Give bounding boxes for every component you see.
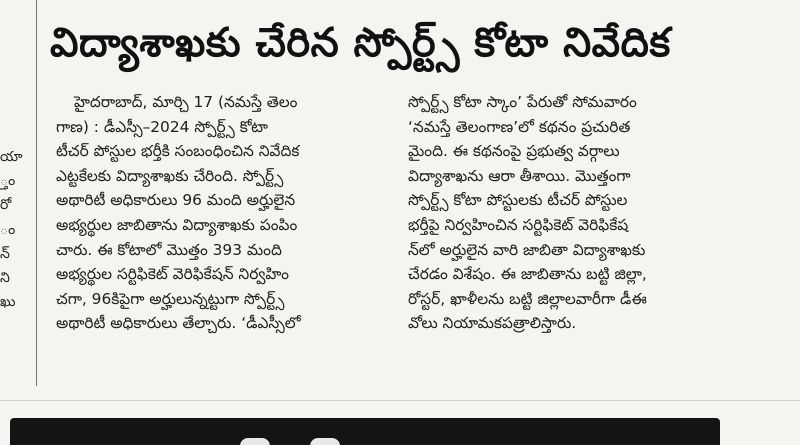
body-line: న్‌లో అర్హులైన వారి జాబితా విద్యాశాఖకు bbox=[408, 240, 646, 259]
body-line: అథారిటీ అధికారులు తేల్చారు. ‘డీఎస్సీలో bbox=[56, 314, 301, 333]
fragment-line: ం bbox=[0, 221, 16, 238]
article-headline: విద్యాశాఖకు చేరిన స్పోర్ట్స్ కోటా నివేదిక bbox=[50, 20, 671, 66]
body-line: అభ్యర్థుల జాబితాను విద్యాశాఖకు పంపిం bbox=[56, 215, 298, 234]
body-line: విద్యాశాఖను ఆరా తీశాయి. మొత్తంగా bbox=[408, 166, 631, 185]
fragment-line: యా bbox=[0, 149, 23, 165]
body-line: ‘నమస్తే తెలంగాణ’లో కథనం ప్రచురిత bbox=[408, 117, 631, 136]
fragment-line: ఖు bbox=[0, 294, 16, 311]
body-line: చారు. ఈ కోటాలో మొత్తం 393 మంది bbox=[56, 240, 282, 259]
fragment-line: రో bbox=[0, 197, 12, 214]
band-decoration bbox=[240, 438, 270, 445]
article-column-1 bbox=[56, 90, 386, 336]
body-line: భర్తీపై నిర్వహించిన సర్టిఫికెట్ వెరిఫికేష bbox=[408, 215, 629, 234]
body-line: చేరడం విశేషం. ఈ జాబితాను బట్టి జిల్లా, bbox=[408, 265, 647, 284]
body-line: వోలు నియామకపత్రాలిస్తారు. bbox=[408, 314, 577, 333]
body-line: హైదరాబాద్, మార్చి 17 (నమస్తే తెలం bbox=[74, 93, 298, 111]
article-column-2 bbox=[408, 90, 788, 336]
body-line: మైంది. ఈ కథనంపై ప్రభుత్వ వర్గాలు bbox=[408, 142, 620, 161]
body-line: స్పోర్ట్స్ కోటా స్కాం’ పేరుతో సోమవారం bbox=[408, 93, 637, 111]
body-line: ఎట్టకేలకు విద్యాశాఖకు చేరింది. స్పోర్ట్స్ bbox=[56, 166, 284, 185]
adjacent-ad-band bbox=[10, 418, 720, 445]
adjacent-column-fragment bbox=[0, 145, 28, 314]
section-divider bbox=[0, 400, 800, 401]
body-line: టీచర్ పోస్టుల భర్తీకి సంబంధించిన నివేదిక bbox=[56, 142, 300, 161]
body-line: రోస్టర్, ఖాళీలను బట్టి జిల్లాలవారీగా డీఈ bbox=[408, 289, 647, 308]
column-divider bbox=[36, 0, 37, 386]
body-line: స్పోర్ట్స్ కోటా పోస్టులకు టీచర్ పోస్టుల bbox=[408, 191, 628, 210]
fragment-line: న్ bbox=[0, 245, 10, 262]
fragment-line: ్తం bbox=[0, 173, 16, 190]
body-line: చగా, 96కిపైగా అర్హులున్నట్టుగా స్పోర్ట్స్ bbox=[56, 289, 285, 308]
body-line: అభ్యర్థుల సర్టిఫికెట్ వెరిఫికేషన్ నిర్వహిం bbox=[56, 265, 289, 284]
body-line: అథారిటీ అధికారులు 96 మంది అర్హులైన bbox=[56, 191, 296, 210]
fragment-line: ని bbox=[0, 270, 10, 287]
body-line: గాణ) : డీఎస్సీ–2024 స్పోర్ట్స్ కోటా bbox=[56, 117, 268, 136]
band-decoration bbox=[310, 438, 340, 445]
